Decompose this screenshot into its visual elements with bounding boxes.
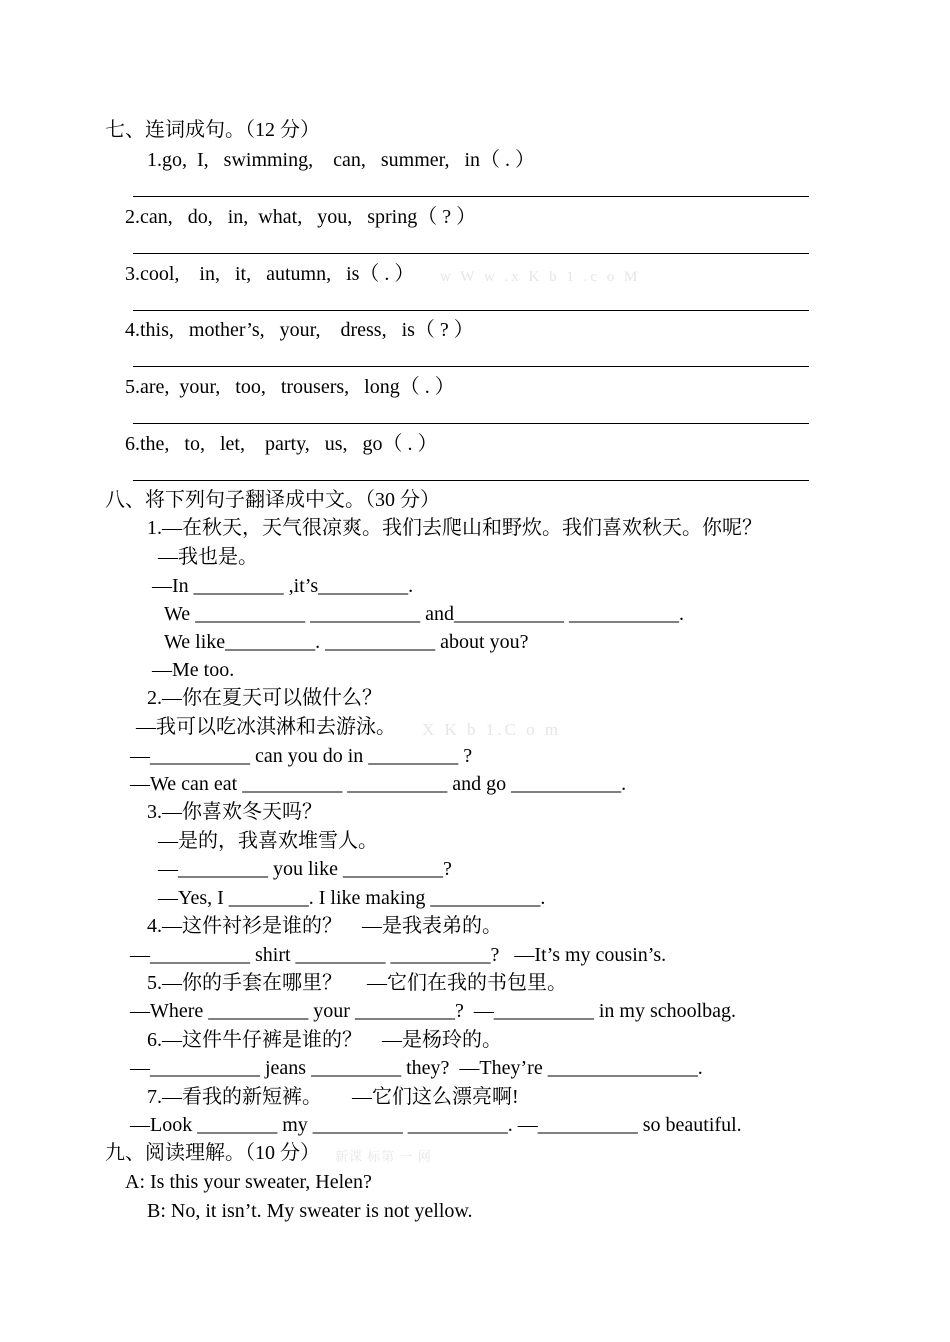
section7-heading: 七、连词成句。（12 分） bbox=[105, 119, 320, 141]
watermark: w W w .x K b 1 .c o M bbox=[440, 269, 641, 285]
watermark: X K b 1.C o m bbox=[422, 720, 562, 739]
dialogue-line: B: No, it isn’t. My sweater is not yellow. bbox=[147, 1200, 473, 1222]
section9-heading: 九、阅读理解。（10 分） bbox=[105, 1142, 320, 1164]
answer-line-1 bbox=[133, 196, 809, 197]
section7-item-2: 2.can, do, in, what, you, spring（ ? ） bbox=[125, 206, 477, 228]
section8-line: 5.—你的手套在哪里？ —它们在我的书包里。 bbox=[147, 972, 567, 994]
section8-line: —In _________ ,it’s_________. bbox=[152, 575, 414, 597]
section8-line: —是的，我喜欢堆雪人。 bbox=[158, 830, 378, 852]
section8-line: —__________ can you do in _________ ? bbox=[130, 745, 473, 767]
section8-line: 4.—这件衬衫是谁的？ —是我表弟的。 bbox=[147, 915, 502, 937]
section8-heading: 八、将下列句子翻译成中文。（30 分） bbox=[105, 489, 440, 511]
section8-line: —We can eat __________ __________ and go ___________. bbox=[130, 773, 627, 795]
answer-line-3 bbox=[133, 310, 809, 311]
section8-line: 1.—在秋天，天气很凉爽。我们去爬山和野炊。我们喜欢秋天。你呢？ bbox=[147, 517, 762, 539]
section7-item-3: 3.cool, in, it, autumn, is（ . ） bbox=[125, 263, 415, 285]
section8-line: —Yes, I ________. I like making ___________. bbox=[158, 887, 546, 909]
section8-line: 2.—你在夏天可以做什么？ bbox=[147, 687, 382, 709]
section8-line: —Me too. bbox=[152, 659, 235, 681]
section8-line: 6.—这件牛仔裤是谁的？ —是杨玲的。 bbox=[147, 1029, 502, 1051]
section8-line: —__________ shirt _________ __________? —It’s my cousin’s. bbox=[130, 944, 667, 966]
section8-line: —___________ jeans _________ they? —They’re _______________. bbox=[130, 1057, 703, 1079]
section8-line: —我也是。 bbox=[158, 546, 258, 568]
answer-line-4 bbox=[133, 366, 809, 367]
section8-line: —Look ________ my _________ __________. —__________ so beautiful. bbox=[130, 1114, 742, 1136]
answer-line-2 bbox=[133, 253, 809, 254]
section8-line: —_________ you like __________? bbox=[158, 858, 452, 880]
dialogue-line: A: Is this your sweater, Helen? bbox=[125, 1171, 372, 1193]
section7-item-1: 1.go, I, swimming, can, summer, in（ . ） bbox=[147, 149, 536, 171]
section7-item-6: 6.the, to, let, party, us, go（ . ） bbox=[125, 433, 438, 455]
section8-line: We like_________. ___________ about you? bbox=[164, 631, 529, 653]
answer-line-6 bbox=[133, 480, 809, 481]
section7-item-5: 5.are, your, too, trousers, long（ . ） bbox=[125, 376, 455, 398]
section8-line: 3.—你喜欢冬天吗？ bbox=[147, 801, 322, 823]
section8-line: —Where __________ your __________? —__________ in my schoolbag. bbox=[130, 1000, 737, 1022]
watermark: 新课 标第 一 网 bbox=[335, 1149, 432, 1164]
section8-line: We ___________ ___________ and___________ ___________. bbox=[164, 603, 685, 625]
section8-line: —我可以吃冰淇淋和去游泳。 bbox=[136, 716, 396, 738]
section8-line: 7.—看我的新短裤。 —它们这么漂亮啊! bbox=[147, 1086, 519, 1108]
section7-item-4: 4.this, mother’s, your, dress, is（ ? ） bbox=[125, 319, 474, 341]
answer-line-5 bbox=[133, 423, 809, 424]
